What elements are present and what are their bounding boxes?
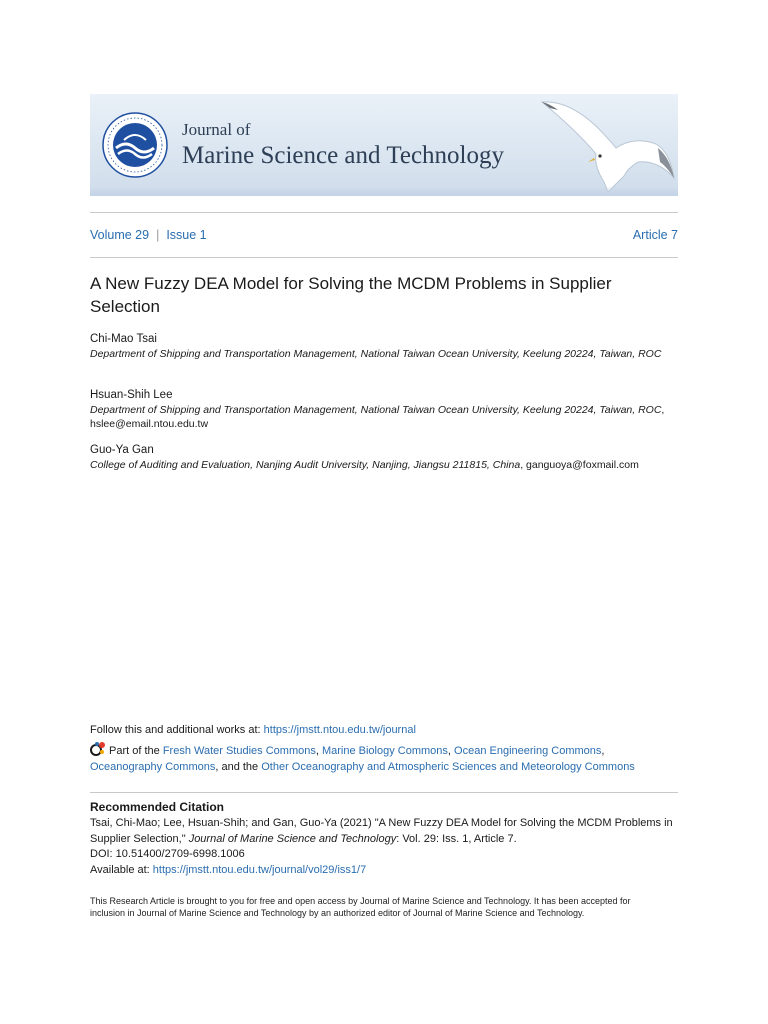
commons-and-the: , and the [215, 761, 262, 773]
issue-link[interactable]: Issue 1 [166, 228, 207, 242]
commons-network-icon [90, 741, 106, 757]
article-url-link[interactable]: https://jmstt.ntou.edu.tw/journal/vol29/iss1/7 [152, 863, 367, 876]
citation-heading: Recommended Citation [90, 800, 225, 814]
citation-rule [90, 792, 678, 793]
commons-link[interactable]: Oceanography Commons [90, 761, 216, 773]
commons-link[interactable]: Marine Biology Commons [321, 745, 448, 757]
part-of-prefix: Part of the [109, 745, 163, 757]
issue-navigation [90, 228, 678, 246]
top-rule [90, 212, 678, 213]
author-block [90, 388, 680, 431]
commons-link[interactable]: Ocean Engineering Commons [454, 745, 602, 757]
available-label: Available at: [90, 863, 153, 876]
author-name: Guo-Ya Gan [90, 444, 154, 456]
author-name: Chi-Mao Tsai [90, 333, 157, 345]
author-block [90, 443, 680, 472]
citation-body [90, 816, 680, 878]
author-affiliation: Department of Shipping and Transportation Management, National Taiwan Ocean University, Keelung 20224, Taiwan, ROC [90, 348, 662, 360]
journal-banner [90, 94, 678, 196]
access-note: This Research Article is brought to you for free and open access by Journal of Marine Science and Technology. It has been accepted for inclusion in Journal of Marine Science and Technology by an authorized editor of Journal of Marine Science and Technology. [90, 896, 631, 918]
paper-title: A New Fuzzy DEA Model for Solving the MCDM Problems in Supplier Selection [90, 274, 612, 316]
author-affiliation: College of Auditing and Evaluation, Nanjing Audit University, Nanjing, Jiangsu 211815, China [90, 459, 521, 471]
journal-home-link[interactable]: https://jmstt.ntou.edu.tw/journal [263, 724, 416, 736]
citation-text: Tsai, Chi-Mao; Lee, Hsuan-Shih; and Gan, Guo-Ya (2021) "A New Fuzzy DEA Model for Solving the MCDM Problems in Supplier Selection," [90, 817, 673, 845]
commons-link[interactable]: Fresh Water Studies Commons [162, 745, 316, 757]
citation-journal: Journal of Marine Science and Technology [188, 832, 397, 845]
commons-comma: , [601, 745, 605, 757]
commons-comma: , [447, 745, 455, 757]
part-of-commons [90, 741, 680, 775]
author-email: , ganguoya@foxmail.com [520, 459, 639, 471]
author-email: , hslee@email.ntou.edu.tw [90, 404, 665, 430]
author-block [90, 332, 680, 361]
nav-separator: | [156, 228, 160, 242]
follow-text: Follow this and additional works at: [90, 724, 264, 736]
follow-line [90, 724, 416, 736]
commons-comma: , [315, 745, 322, 757]
article-link[interactable]: Article 7 [632, 228, 678, 242]
seagull-icon [538, 96, 676, 194]
second-rule [90, 257, 678, 258]
university-seal-icon [102, 112, 168, 178]
citation-volume: : Vol. 29: Iss. 1, Article 7. [396, 832, 517, 845]
journal-of-label: Journal of [182, 120, 251, 139]
author-affiliation: Department of Shipping and Transportation Management, National Taiwan Ocean University, Keelung 20224, Taiwan, ROC [90, 404, 662, 416]
citation-doi: DOI: 10.51400/2709-6998.1006 [90, 848, 245, 860]
journal-name: Marine Science and Technology [182, 142, 504, 169]
volume-link[interactable]: Volume 29 [90, 228, 150, 242]
commons-link[interactable]: Other Oceanography and Atmospheric Sciences and Meteorology Commons [261, 761, 635, 773]
author-name: Hsuan-Shih Lee [90, 389, 173, 401]
